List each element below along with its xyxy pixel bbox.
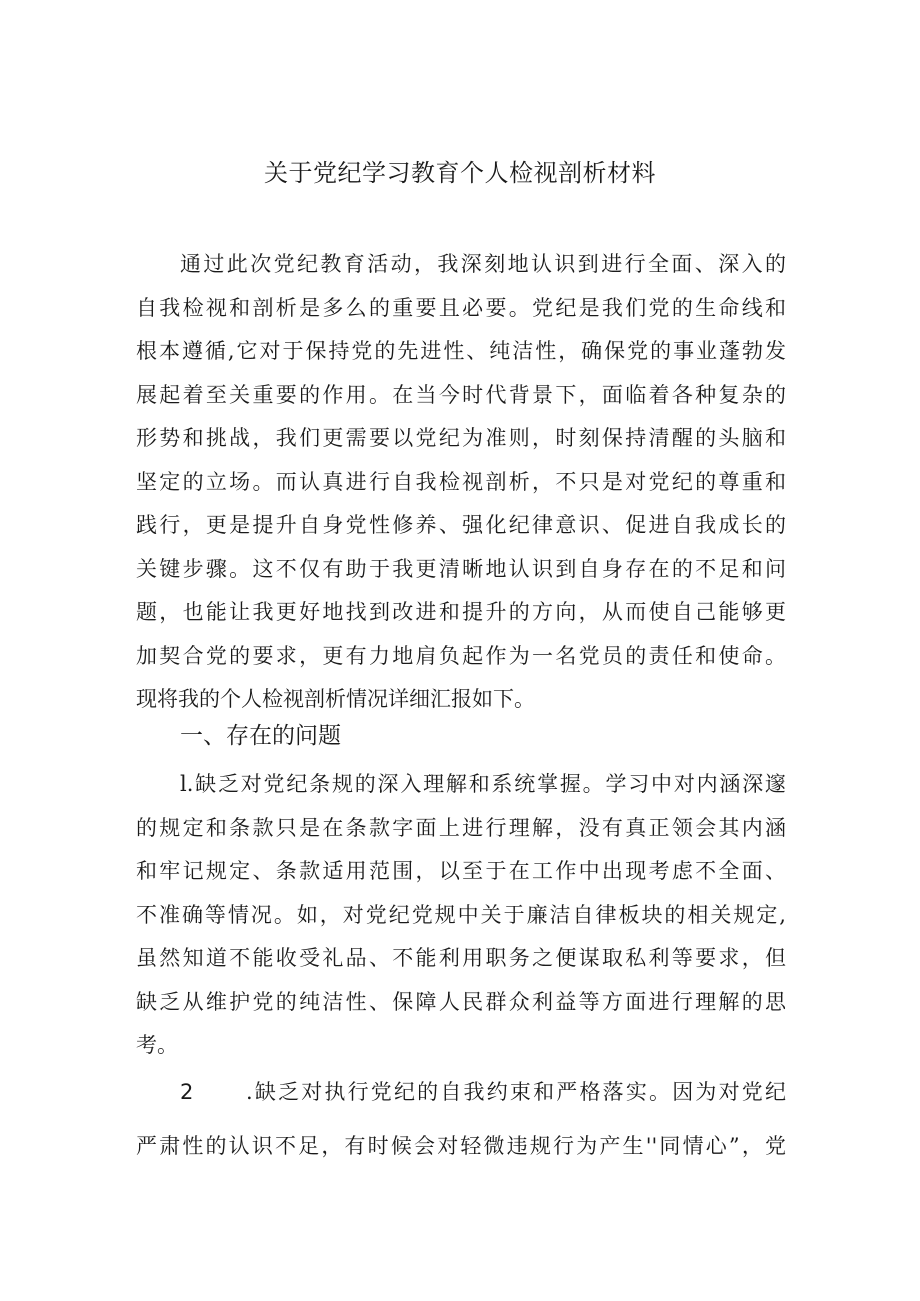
item-1-paragraph [136, 763, 786, 1068]
item-number: 2 [180, 1080, 194, 1104]
text-line: 践行，更是提升自身党性修养、强化纪律意识、促进自我成长的 [136, 513, 786, 537]
intro-paragraph [136, 243, 786, 722]
text-line: 通过此次党纪教育活动，我深刻地认识到进行全面、深入的 [180, 252, 786, 276]
document-title: 关于党纪学习教育个人检视剖析材料 [264, 159, 656, 187]
text-line: 展起着至关重要的作用。在当今时代背景下，面临着各种复杂的 [136, 382, 786, 407]
text-line: 坚定的立场。而认真进行自我检视剖析，不只是对党纪的尊重和 [136, 469, 786, 494]
text-line: 考。 [136, 1033, 178, 1057]
item-2-paragraph [136, 1071, 786, 1168]
text-line: 的规定和条款只是在条款字面上进行理解，没有真正领会其内涵 [136, 815, 786, 840]
text-line: .缺乏对执行党纪的自我约束和严格落实。因为对党纪 [246, 1080, 786, 1104]
text-line: 形势和挑战，我们更需要以党纪为准则，时刻保持清醒的头脑和 [136, 426, 786, 450]
text-line: 和牢记规定、条款适用范围，以至于在工作中出现考虑不全面、 [136, 859, 786, 883]
text-line: 现将我的个人检视剖析情况详细汇报如下。 [136, 687, 535, 711]
text-line: l.缺乏对党纪条规的深入理解和系统掌握。学习中对内涵深邃 [180, 772, 786, 796]
text-line: 虽然知道不能收受礼品、不能利用职务之便谋取私利等要求，但 [136, 946, 786, 970]
item-2-first-line [136, 1071, 786, 1115]
text-line: 根本遵循,它对于保持党的先进性、纯洁性，确保党的事业蓬勃发 [136, 339, 786, 363]
section-heading: 一、存在的问题 [180, 723, 341, 749]
text-line: 加契合党的要求，更有力地肩负起作为一名党员的责任和使命。 [136, 643, 786, 668]
text-line: 自我检视和剖析是多么的重要且必要。党纪是我们党的生命线和 [136, 295, 786, 320]
text-line: 关键步骤。这不仅有助于我更清晰地认识到自身存在的不足和问 [136, 556, 786, 581]
text-line: 严肃性的认识不足，有时候会对轻微违规行为产生''同情心”，党 [136, 1133, 786, 1158]
text-line: 缺乏从维护党的纯洁性、保障人民群众利益等方面进行理解的思 [136, 989, 786, 1014]
text-line: 题，也能让我更好地找到改进和提升的方向，从而使自己能够更 [136, 600, 786, 624]
text-line: 不准确等情况。如，对党纪党规中关于廉洁自律板块的相关规定, [136, 902, 786, 927]
